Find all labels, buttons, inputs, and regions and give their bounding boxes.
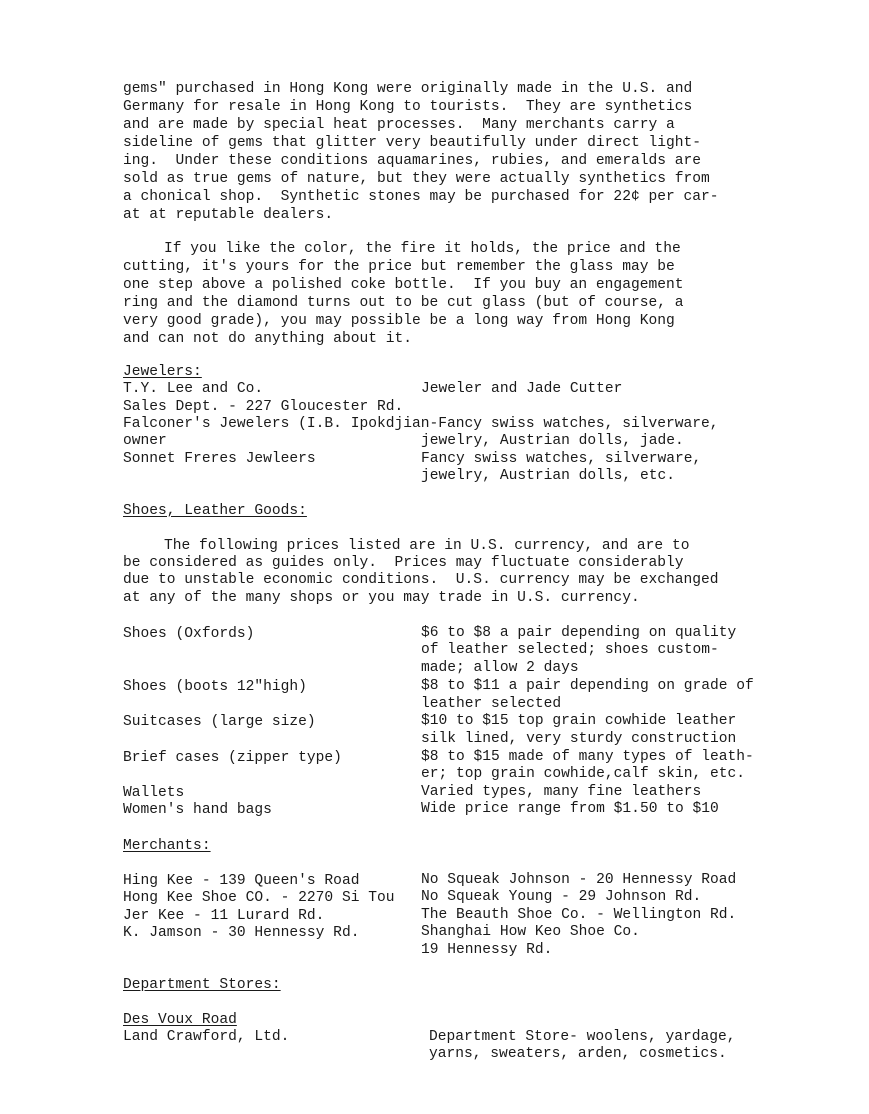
item-name: Shoes (Oxfords) — [123, 626, 255, 642]
glass-line: cutting, it's yours for the price but remember the glass may be — [123, 259, 675, 275]
shoes-note-line: be considered as guides only. Prices may fluctuate considerably — [123, 555, 684, 571]
item-desc: silk lined, very sturdy construction — [421, 731, 737, 747]
shoes-note-line: due to unstable economic conditions. U.S. currency may be exchanged — [123, 572, 719, 588]
jeweler-desc: jewelry, Austrian dolls, etc. — [421, 468, 675, 484]
shoes-note-line: The following prices listed are in U.S. currency, and are to — [164, 538, 690, 554]
department-stores-subheading: Des Voux Road — [123, 1012, 237, 1028]
item-desc: Wide price range from $1.50 to $10 — [421, 801, 719, 817]
merchant-right: 19 Hennessy Rd. — [421, 942, 553, 958]
glass-line: and can not do anything about it. — [123, 331, 413, 347]
item-desc: Varied types, many fine leathers — [421, 784, 702, 800]
jeweler-name: Falconer's Jewelers (I.B. Ipokdjian-Fancy swiss watches, silverware, — [123, 416, 719, 432]
jeweler-desc: jewelry, Austrian dolls, jade. — [421, 433, 684, 449]
glass-line: one step above a polished coke bottle. If you buy an engagement — [123, 277, 684, 293]
merchant-right: No Squeak Johnson - 20 Hennessy Road — [421, 872, 737, 888]
item-desc: $10 to $15 top grain cowhide leather — [421, 713, 737, 729]
glass-line: ring and the diamond turns out to be cut glass (but of course, a — [123, 295, 684, 311]
department-stores-heading: Department Stores: — [123, 977, 281, 993]
merchant-left: Hing Kee - 139 Queen's Road — [123, 873, 360, 889]
jeweler-name: Sales Dept. - 227 Gloucester Rd. — [123, 399, 404, 415]
merchants-heading: Merchants: — [123, 838, 211, 854]
shoes-heading: Shoes, Leather Goods: — [123, 503, 307, 519]
merchant-right: No Squeak Young - 29 Johnson Rd. — [421, 889, 702, 905]
item-desc: made; allow 2 days — [421, 660, 579, 676]
item-name: Suitcases (large size) — [123, 714, 316, 730]
shoes-note-line: at any of the many shops or you may trade in U.S. currency. — [123, 590, 640, 606]
item-desc: leather selected — [421, 696, 562, 712]
intro-line: at at reputable dealers. — [123, 207, 334, 223]
jewelers-heading: Jewelers: — [123, 364, 202, 380]
intro-line: a chonical shop. Synthetic stones may be purchased for 22¢ per car- — [123, 189, 719, 205]
jeweler-name: Sonnet Freres Jewleers — [123, 451, 316, 467]
merchant-left: Jer Kee - 11 Lurard Rd. — [123, 908, 325, 924]
item-desc: of leather selected; shoes custom- — [421, 642, 719, 658]
item-desc: er; top grain cowhide,calf skin, etc. — [421, 766, 746, 782]
item-name: Shoes (boots 12"high) — [123, 679, 307, 695]
store-desc: yarns, sweaters, arden, cosmetics. — [429, 1046, 727, 1062]
item-name: Brief cases (zipper type) — [123, 750, 342, 766]
merchant-right: Shanghai How Keo Shoe Co. — [421, 924, 640, 940]
jeweler-desc: Jeweler and Jade Cutter — [421, 381, 623, 397]
jeweler-name: owner — [123, 433, 167, 449]
item-name: Wallets — [123, 785, 185, 801]
intro-line: sideline of gems that glitter very beautifully under direct light- — [123, 135, 702, 151]
store-name: Land Crawford, Ltd. — [123, 1029, 290, 1045]
item-name: Women's hand bags — [123, 802, 272, 818]
merchant-left: Hong Kee Shoe CO. - 2270 Si Tou — [123, 890, 395, 906]
intro-line: gems" purchased in Hong Kong were originally made in the U.S. and — [123, 81, 693, 97]
merchant-right: The Beauth Shoe Co. - Wellington Rd. — [421, 907, 737, 923]
merchant-left: K. Jamson - 30 Hennessy Rd. — [123, 925, 360, 941]
intro-line: ing. Under these conditions aquamarines, rubies, and emeralds are — [123, 153, 702, 169]
glass-line: very good grade), you may possible be a long way from Hong Kong — [123, 313, 675, 329]
item-desc: $8 to $15 made of many types of leath- — [421, 749, 754, 765]
jeweler-name: T.Y. Lee and Co. — [123, 381, 264, 397]
glass-line: If you like the color, the fire it holds, the price and the — [164, 241, 681, 257]
item-desc: $8 to $11 a pair depending on grade of — [421, 678, 754, 694]
store-desc: Department Store- woolens, yardage, — [429, 1029, 736, 1045]
intro-line: and are made by special heat processes. Many merchants carry a — [123, 117, 675, 133]
item-desc: $6 to $8 a pair depending on quality — [421, 625, 737, 641]
intro-line: Germany for resale in Hong Kong to tourists. They are synthetics — [123, 99, 693, 115]
intro-line: sold as true gems of nature, but they were actually synthetics from — [123, 171, 710, 187]
jeweler-desc: Fancy swiss watches, silverware, — [421, 451, 702, 467]
